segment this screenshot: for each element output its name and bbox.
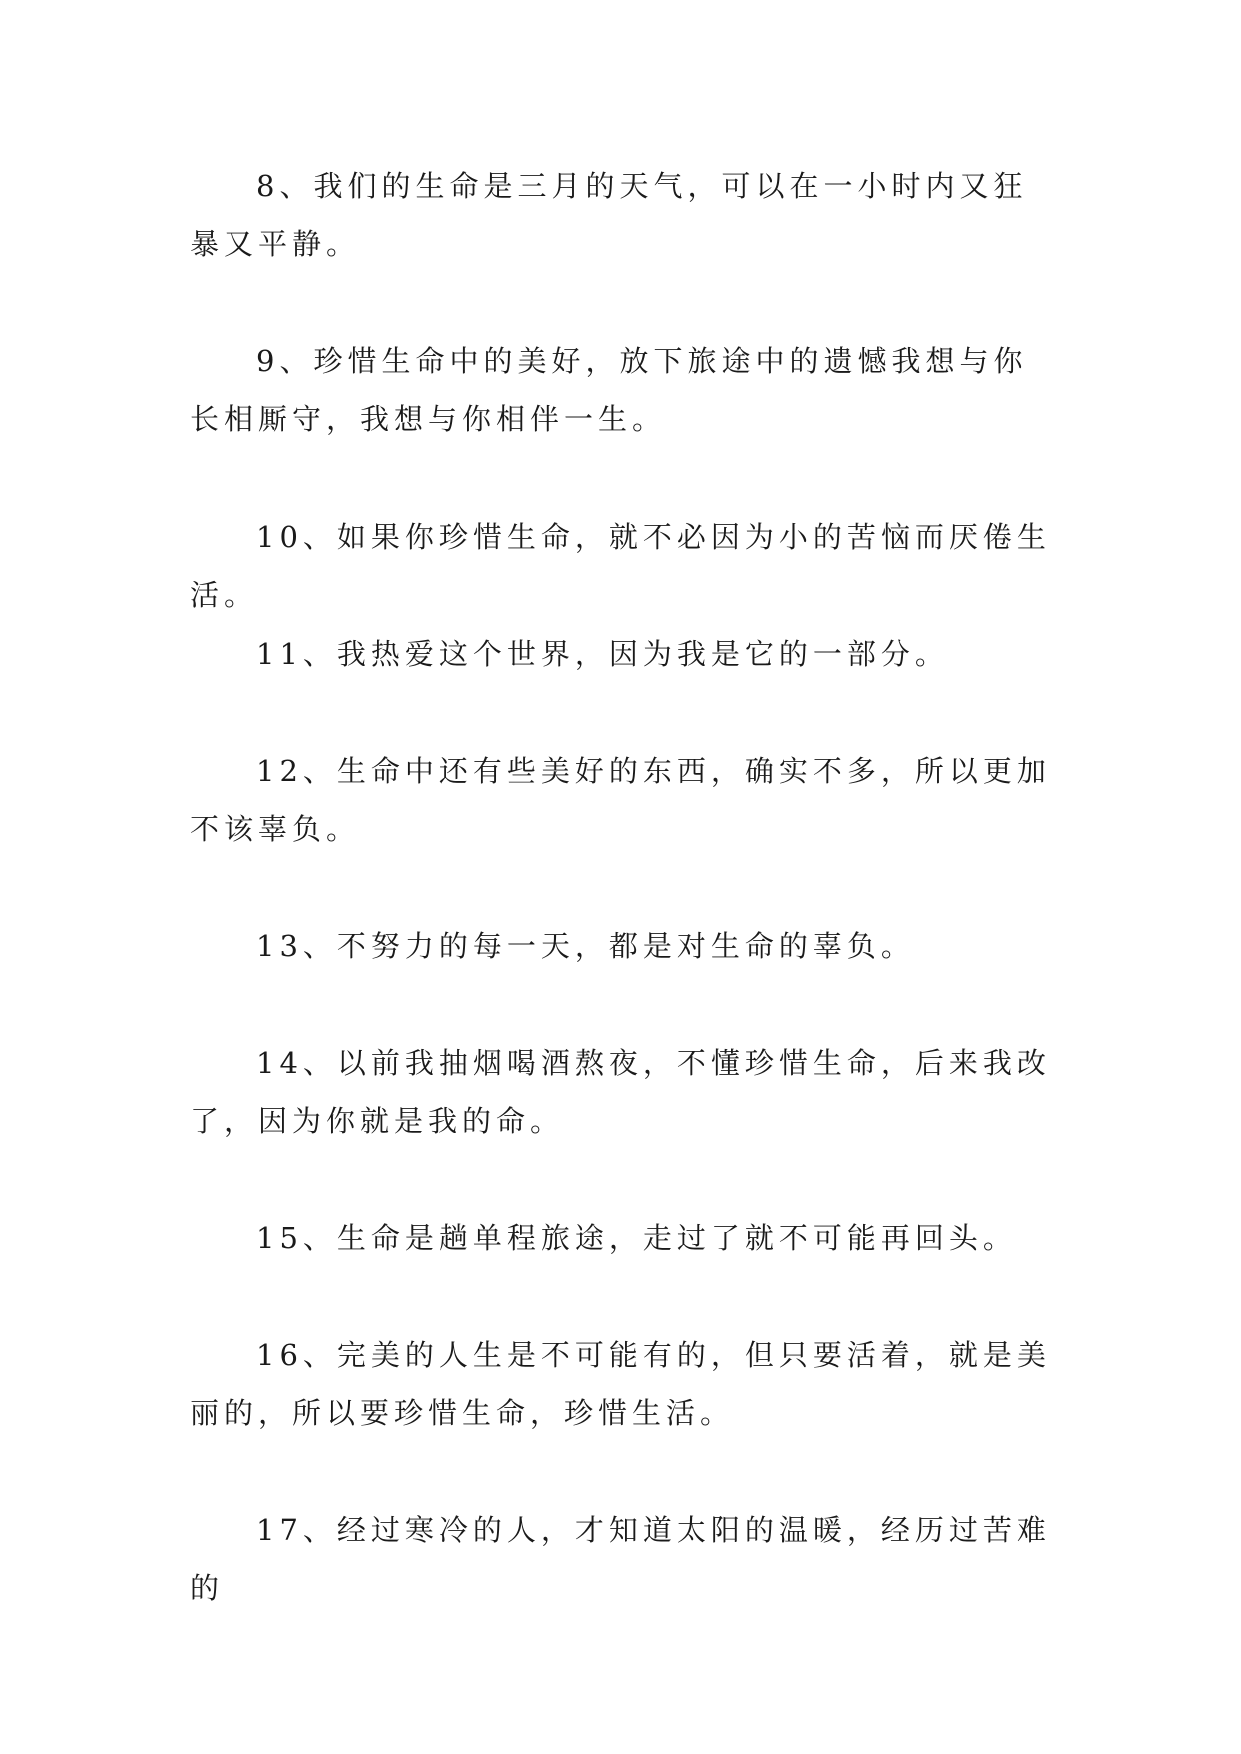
paragraph-14: 14、以前我抽烟喝酒熬夜，不懂珍惜生命，后来我改了，因为你就是我的命。 xyxy=(190,1046,1051,1138)
paragraph-10: 10、如果你珍惜生命，就不必因为小的苦恼而厌倦生活。 xyxy=(190,520,1051,612)
paragraph-16: 16、完美的人生是不可能有的，但只要活着，就是美丽的，所以要珍惜生命，珍惜生活。 xyxy=(190,1338,1051,1430)
paragraph-12: 12、生命中还有些美好的东西，确实不多，所以更加不该辜负。 xyxy=(190,754,1051,846)
paragraph-11: 11、我热爱这个世界，因为我是它的一部分。 xyxy=(256,637,949,671)
paragraph-8: 8、我们的生命是三月的天气，可以在一小时内又狂暴又平静。 xyxy=(190,169,1028,261)
paragraph-9: 9、珍惜生命中的美好，放下旅途中的遗憾我想与你长相厮守，我想与你相伴一生。 xyxy=(190,344,1028,436)
paragraph-17: 17、经过寒冷的人，才知道太阳的温暖，经历过苦难的 xyxy=(190,1513,1051,1605)
paragraph-15: 15、生命是趟单程旅途，走过了就不可能再回头。 xyxy=(256,1221,1017,1255)
paragraph-13: 13、不努力的每一天，都是对生命的辜负。 xyxy=(256,929,915,963)
